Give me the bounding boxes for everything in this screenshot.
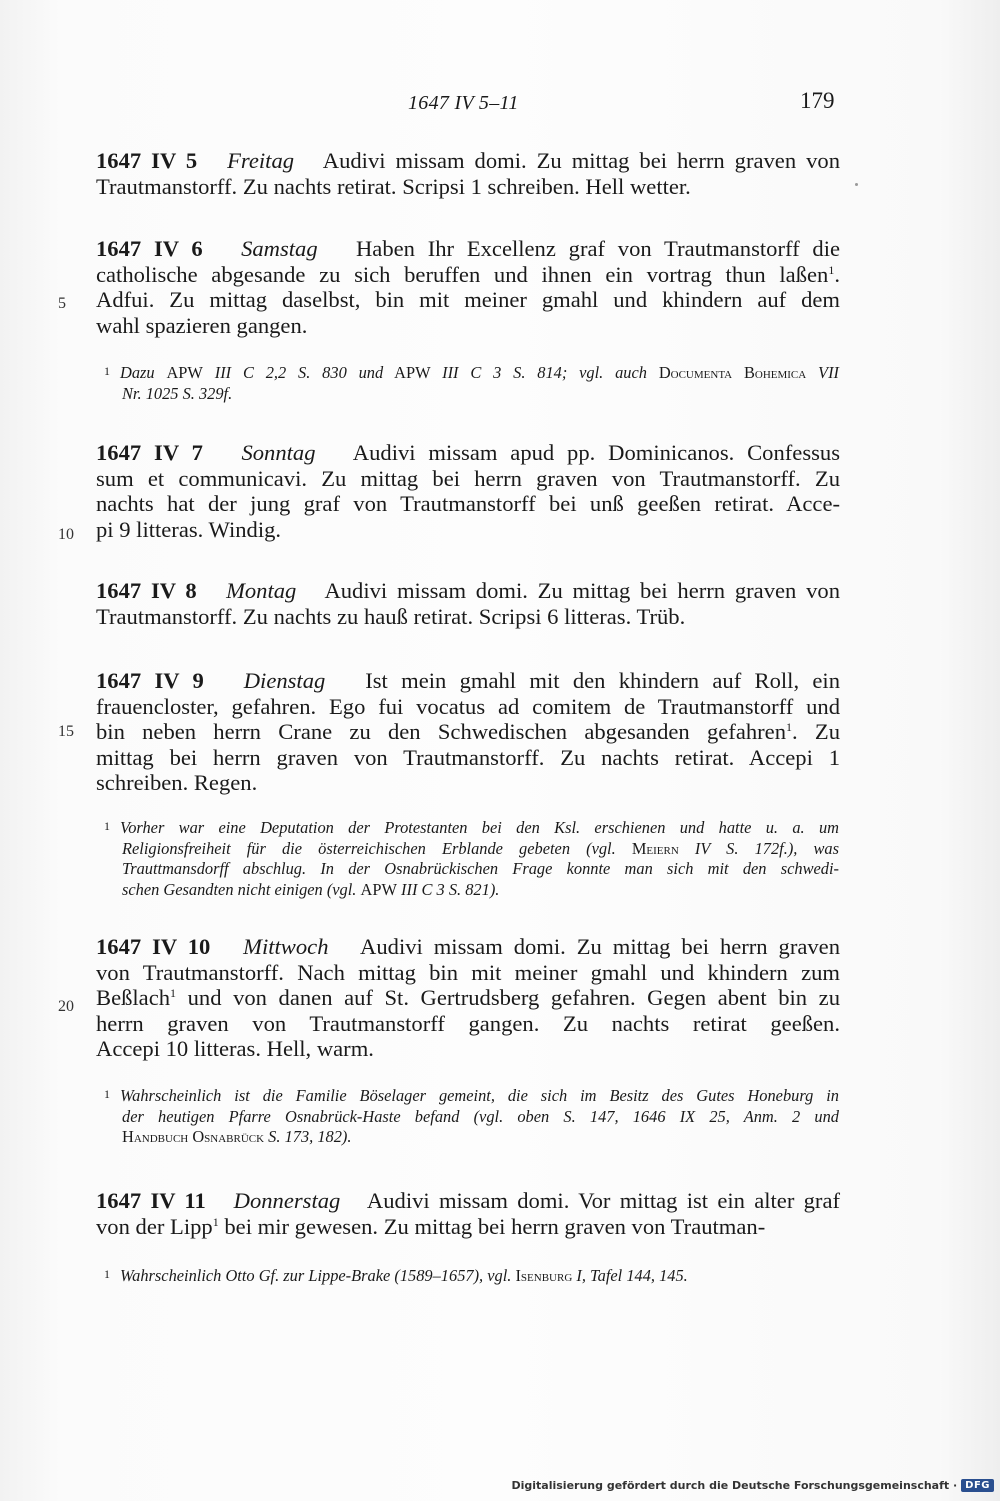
entry-line: sum et communicavi. Zu mittag bei herrn graven von Trautmanstorff. Zu <box>96 465 840 491</box>
footnote-text: Religionsfreiheit für die österreichischen Erblande gebeten (vgl. <box>122 838 632 858</box>
diary-entry-iv-11 <box>96 1188 840 1239</box>
diary-entry-iv-5 <box>96 148 840 199</box>
entry-day: Sonntag <box>241 440 316 465</box>
entry-line: von Trautmanstorff. Nach mittag bin mit meiner gmahl und khindern zum <box>96 959 840 985</box>
footnote-text: I, Tafel 144, 145. <box>572 1266 688 1285</box>
page-number: 179 <box>800 88 835 113</box>
running-head <box>0 88 1000 118</box>
dfg-logo-icon[interactable]: DFG <box>961 1479 994 1492</box>
diary-entry-iv-8 <box>96 578 840 629</box>
entry-line: nachts hat der jung graf von Trautmanstorff bei unß geeßen retirat. Acce- <box>96 491 840 517</box>
footnote-text: und <box>358 363 384 382</box>
entry-line: Trautmanstorff. Zu nachts zu hauß retirat. Scripsi 6 litteras. Trüb. <box>96 603 686 629</box>
entry-text: bei mir gewesen. Zu mittag bei herrn graven von Trautman- <box>218 1213 766 1239</box>
entry-line: herrn graven von Trautmanstorff gangen. Zu nachts retirat geeßen. <box>96 1010 840 1036</box>
footnote-text: Nr. 1025 S. 329f. <box>122 383 233 403</box>
entry-day: Montag <box>226 578 297 603</box>
footnote-text: III C 2,2 S. 830 <box>202 363 359 382</box>
footnote-text: APW <box>360 879 397 899</box>
footnote-ref[interactable]: 1 <box>786 720 792 735</box>
entry-line: Trautmanstorff. Zu nachts retirat. Scripsi 1 schreiben. Hell wetter. <box>96 173 691 199</box>
entry-line: schreiben. Regen. <box>96 770 258 796</box>
entry-date: 1647 IV 9 <box>96 668 204 693</box>
line-number: 20 <box>58 998 74 1015</box>
entry-text: Audivi missam domi. Zu mittag bei herrn graven von <box>322 148 840 173</box>
footnote-text: VII <box>806 363 839 382</box>
footnote-text: In der Osnabrückischen Frage konnte man sich mit den schwedi- <box>320 859 839 878</box>
entry-date: 1647 IV 11 <box>96 1188 206 1213</box>
footnote-iv-11 <box>104 1264 839 1287</box>
footnote-text: Handbuch Osnabrück <box>122 1127 265 1146</box>
entry-text: catholische abgesande zu sich beruffen und ihnen ein vortrag thun laßen <box>96 261 829 287</box>
footnote-mark: 1 <box>104 819 110 833</box>
entry-line: Accepi 10 litteras. Hell, warm. <box>96 1036 374 1062</box>
footnote-mark: 1 <box>104 364 110 378</box>
diary-entry-iv-9 <box>96 668 840 796</box>
entry-day: Dienstag <box>243 668 326 693</box>
footnote-text: der heutigen Pfarre Osnabrück-Haste befand (vgl. oben S. 147, 1646 IX 25, Anm. 2 und <box>122 1106 839 1126</box>
footnote-ref[interactable]: 1 <box>170 986 177 1001</box>
footnote-iv-6 <box>104 361 839 404</box>
footnote-text: Dazu <box>120 363 167 382</box>
footnote-text: schen Gesandten nicht einigen (vgl. <box>122 879 361 899</box>
footnote-mark: 1 <box>104 1267 110 1281</box>
entry-date: 1647 IV 10 <box>96 934 211 959</box>
entry-day: Samstag <box>241 236 318 261</box>
diary-entry-iv-7 <box>96 440 840 542</box>
footnote-mark: 1 <box>104 1087 110 1101</box>
entry-text: Audivi missam domi. Zu mittag bei herrn graven <box>360 934 841 959</box>
entry-date: 1647 IV 6 <box>96 236 203 261</box>
entry-date: 1647 IV 8 <box>96 578 197 603</box>
footnote-text: APW <box>166 363 203 382</box>
footer-text: Digitalisierung gefördert durch die Deutsche Forschungsgemeinschaft · <box>511 1478 958 1492</box>
footnote-ref[interactable]: 1 <box>212 1214 219 1229</box>
footnote-text: Vorher war eine Deputation der Protestanten bei den Ksl. erschienen und hatte u. a. um <box>120 818 839 837</box>
entry-date: 1647 IV 5 <box>96 148 198 173</box>
footnote-iv-10 <box>104 1084 839 1148</box>
entry-text: und von danen auf St. Gertrudsberg gefahren. Gegen abent bin zu <box>176 985 840 1011</box>
entry-text: Audivi missam domi. Zu mittag bei herrn graven von <box>324 578 840 603</box>
diary-entry-iv-6 <box>96 236 840 338</box>
footnote-iv-9 <box>104 816 839 900</box>
entry-text: . Zu <box>792 719 840 745</box>
line-number: 10 <box>58 526 74 543</box>
entry-text: Beßlach <box>96 985 171 1011</box>
entry-text: von der Lipp <box>96 1213 213 1239</box>
footnote-text: Trauttmansdorff abschlug. <box>122 859 321 878</box>
footnote-text: S. 173, 182). <box>264 1127 352 1146</box>
entry-day: Mittwoch <box>243 934 329 959</box>
footnote-text: Wahrscheinlich Otto Gf. zur Lippe-Brake (1589–1657), vgl. <box>120 1266 516 1285</box>
entry-day: Freitag <box>227 148 295 173</box>
line-number: 5 <box>58 295 66 312</box>
digitization-footer <box>511 1475 994 1495</box>
entry-text: Audivi missam domi. Vor mittag ist ein alter graf <box>366 1188 840 1213</box>
entry-line: mittag bei herrn graven von Trautmanstorff. Zu nachts retirat. Accepi 1 <box>96 744 840 770</box>
entry-line: frauencloster, gefahren. Ego fui vocatus ad comitem de Trautmanstorff und <box>96 693 840 719</box>
entry-text: Ist mein gmahl mit den khindern auf Roll, ein <box>365 668 840 693</box>
scan-speck <box>855 183 858 186</box>
entry-text: Audivi missam apud pp. Dominicanos. Confessus <box>352 440 841 465</box>
footnote-text: Isenburg <box>515 1266 573 1285</box>
entry-line: pi 9 litteras. Windig. <box>96 516 282 542</box>
running-title: 1647 IV 5–11 <box>408 92 519 114</box>
footnote-text: III C 3 S. 821). <box>396 879 500 899</box>
entry-day: Donnerstag <box>233 1188 341 1213</box>
footnote-ref[interactable]: 1 <box>828 262 835 277</box>
footnote-text: III C 3 S. 814; vgl. auch <box>442 363 659 382</box>
diary-entry-iv-10 <box>96 934 840 1062</box>
footnote-text: APW <box>383 363 443 382</box>
footnote-text: IV S. 172f.), was <box>678 838 839 858</box>
entry-text: Haben Ihr Excellenz graf von Trautmanstorff die <box>355 236 840 261</box>
footnote-text: Documenta Bohemica <box>658 363 807 382</box>
footnote-text: Wahrscheinlich ist die Familie Böselager gemeint, die sich im Besitz des Gutes Honeburg in <box>120 1086 839 1105</box>
entry-line: Adfui. Zu mittag daselbst, bin mit meiner gmahl und khindern auf dem <box>96 287 840 313</box>
line-number: 15 <box>58 723 74 740</box>
entry-text: . <box>834 261 840 287</box>
footnote-text: Meiern <box>631 838 679 858</box>
entry-line: wahl spazieren gangen. <box>96 312 308 338</box>
entry-text: bin neben herrn Crane zu den Schwedischen abgesanden gefahren <box>96 719 786 745</box>
entry-date: 1647 IV 7 <box>96 440 203 465</box>
